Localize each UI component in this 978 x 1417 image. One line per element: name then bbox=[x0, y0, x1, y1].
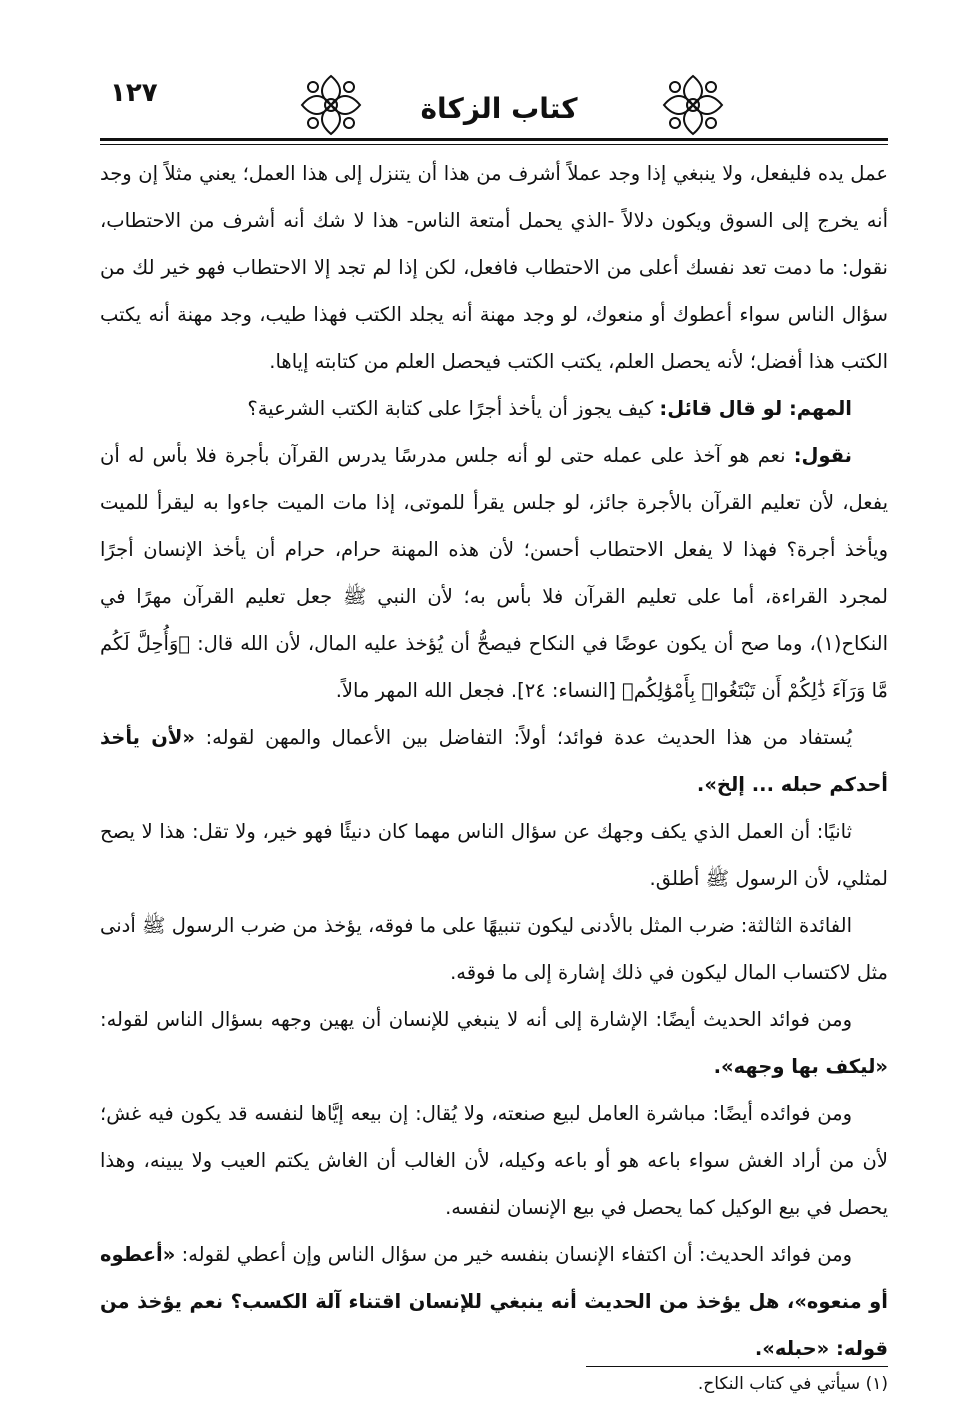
paragraph: ثانيًا: أن العمل الذي يكف وجهك عن سؤال الناس مهما كان دنيئًا فهو خير، ولا تقل: هذا لا يصح لمثلي، لأن الرسول ﷺ أطلق. bbox=[100, 820, 888, 890]
paragraph: المهم: لو قال قائل: كيف يجوز أن يأخذ أجرًا على كتابة الكتب الشرعية؟ bbox=[247, 397, 852, 420]
ornament-icon bbox=[298, 72, 364, 138]
paragraph: الفائدة الثالثة: ضرب المثل بالأدنى ليكون تنبيهًا على ما فوقه، يؤخذ من ضرب الرسول ﷺ أدنى مثل لاكتساب المال ليكون في ذلك إشارة إلى ما فوقه. bbox=[100, 914, 888, 984]
ornament-icon bbox=[660, 72, 726, 138]
footnote-rule bbox=[586, 1366, 888, 1367]
header-title: كتاب الزكاة bbox=[420, 92, 578, 125]
paragraph: عمل يده فليفعل، ولا ينبغي إذا وجد عملاً أشرف من هذا أن يتنزل إلى هذا العمل؛ يعني مثلاً إن وجد أنه يخرج إلى السوق ويكون دلالاً -الذي يحمل أمتعة الناس- هذا لا شك أنه أشرف من الاحتطاب، نقول: ما دمت تعد نفسك أعلى من الاحتطاب فافعل، لكن إذا لم تجد إلا الاحتطاب فهو خير لك من سؤال الناس سواء أعطوك أو منعوك، لو وجد مهنة أنه يجلد الكتب فهذا طيب، وجد مهنة أنه يكتب الكتب هذا أفضل؛ لأنه يحصل العلم، يكتب الكتب فيحصل العلم من كتابته إياها. bbox=[100, 162, 888, 373]
page-number: ١٢٧ bbox=[110, 78, 158, 108]
paragraph: ومن فوائد الحديث: أن اكتفاء الإنسان بنفسه خير من سؤال الناس وإن أعطي لقوله: «أعطوه أو منعوه»، هل يؤخذ من الحديث أنه ينبغي للإنسان اقتناء آلة الكسب؟ نعم يؤخذ من قوله: «حبله». bbox=[100, 1243, 888, 1360]
paragraph: ومن فوائد الحديث أيضًا: الإشارة إلى أنه لا ينبغي للإنسان أن يهين وجهه بسؤال الناس لقوله: «ليكف بها وجهه». bbox=[100, 1008, 888, 1078]
header-rule bbox=[100, 138, 888, 141]
header-rule-thin bbox=[100, 144, 888, 145]
footnote: (١) سيأتي في كتاب النكاح. bbox=[697, 1374, 888, 1394]
body-text bbox=[100, 150, 888, 1372]
paragraph: ومن فوائده أيضًا: مباشرة العامل لبيع صنعته، ولا يُقال: إن بيعه إيَّاها لنفسه قد يكون فيه غش؛ لأن من أراد الغش سواء باعه هو أو باعه وكيله، لأن الغالب أن الغاش يكتم العيب ولا يبينه، وهذا يحصل في بيع الوكيل كما يحصل في بيع الإنسان لنفسه. bbox=[100, 1102, 888, 1219]
paragraph: نقول: نعم هو آخذ على عمله حتى لو أنه جلس مدرسًا يدرس القرآن بأجرة فلا بأس له أن يفعل، لأن تعليم القرآن بالأجرة جائز، لو جلس يقرأ للموتى، إذا مات الميت جاءوا به ليقرأ للميت ويأخذ أجرة؟ فهذا لا يفعل الاحتطاب أحسن؛ لأن هذه المهنة حرام، حرام أن يأخذ الإنسان أجرًا لمجرد القراءة، أما على تعليم القرآن فلا بأس به؛ لأن النبي ﷺ جعل تعليم القرآن مهرًا في النكاح(١)، وما صح أن يكون عوضًا في النكاح فيصحُّ أن يُؤخذ عليه المال، لأن الله قال: ﴿وَأُحِلَّ لَكُم مَّا وَرَآءَ ذَٰلِكُمْ أَن تَبْتَغُوا۟ بِأَمْوَٰلِكُم﴾ [النساء: ٢٤]. فجعل الله المهر مالاً. bbox=[100, 444, 888, 702]
paragraph: يُستفاد من هذا الحديث عدة فوائد؛ أولاً: التفاضل بين الأعمال والمهن لقوله: «لأن يأخذ أحدكم حبله ... إلخ». bbox=[100, 726, 888, 796]
page-header bbox=[100, 72, 888, 150]
